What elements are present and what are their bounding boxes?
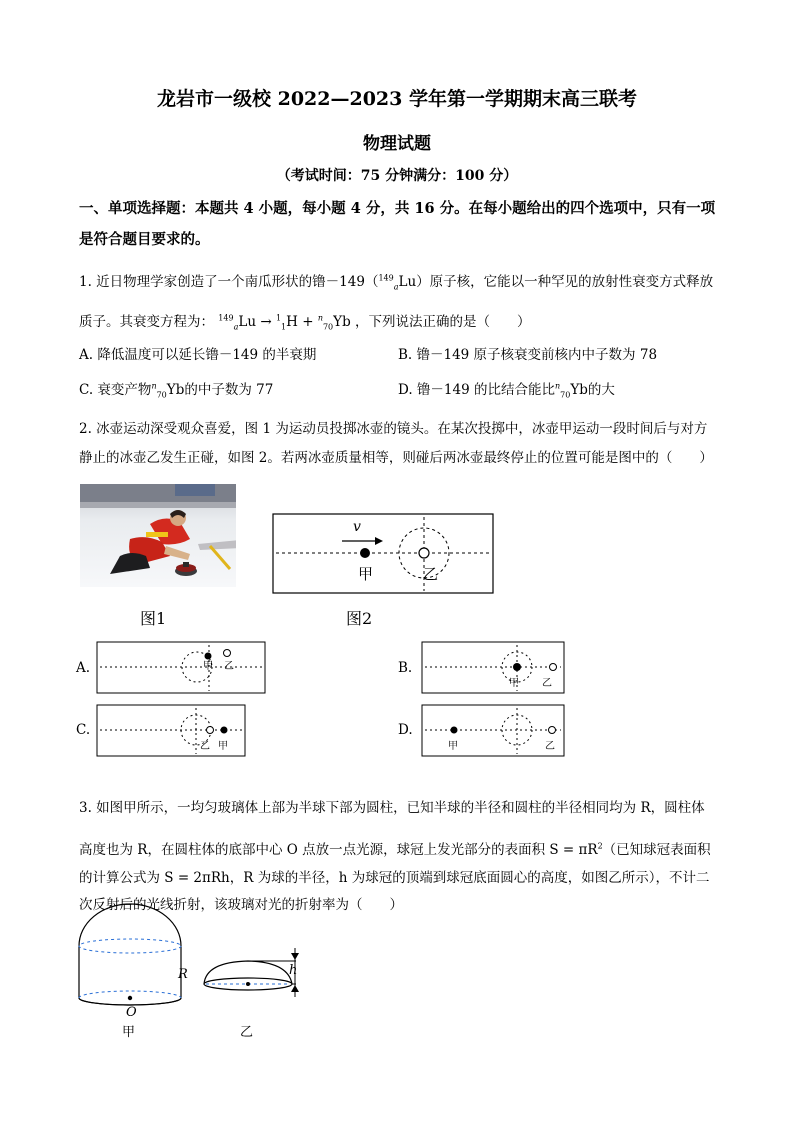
q3-line2-end: （已知球冠表面积 <box>602 842 711 858</box>
fig2-label-jia: 甲 <box>358 565 374 583</box>
q1-option-a[interactable]: A. 降低温度可以延长镥－149 的半衰期 <box>79 347 317 363</box>
c-yb-symbol: Yb <box>166 382 185 398</box>
exam-info: （考试时间：75 分钟满分：100 分） <box>276 168 518 184</box>
q2-option-a-diagram[interactable] <box>96 641 266 695</box>
q3-line4: 次反射后的光线折射，该玻璃对光的折射率为（ ） <box>79 897 403 913</box>
radius-label: R <box>178 967 188 982</box>
q1-option-c-text-a: C. 衰变产物 <box>79 382 152 398</box>
fig1-caption: 图1 <box>140 609 167 628</box>
c-yb-charge: 70 <box>156 390 167 400</box>
q1-option-c[interactable] <box>79 378 273 400</box>
eq-lu-charge: a <box>233 322 239 332</box>
fig2-diagram <box>272 513 494 595</box>
q1-option-d[interactable] <box>398 378 615 400</box>
decay-equation <box>218 314 355 330</box>
eq-plus: + <box>302 314 314 330</box>
opt-d-jia: 甲 <box>448 741 458 752</box>
q2-option-b-label[interactable]: B. <box>398 660 413 676</box>
fig2-label-yi: 乙 <box>423 565 439 583</box>
exam-title: 龙岩市一级校 2022—2023 学年第一学期期末高三联考 <box>157 88 637 110</box>
q2-option-c-diagram[interactable] <box>96 704 246 758</box>
eq-h-mass: 1 <box>275 313 282 323</box>
q3-line1: 3. 如图甲所示，一均匀玻璃体上部为半球下部为圆柱，已知半球的半径和圆柱的半径相同均为 R，圆柱体 <box>79 800 705 816</box>
opt-a-yi: 乙 <box>224 661 234 672</box>
eq-yb-charge: 70 <box>322 322 334 332</box>
curling-photo <box>80 484 236 587</box>
q1-text-a: 1. 近日物理学家创造了一个南瓜形状的镥－149（ <box>79 274 379 290</box>
eq-yb-mass: n <box>317 313 323 323</box>
q3-line2 <box>79 838 711 858</box>
fig-jia-caption: 甲 <box>122 1025 136 1040</box>
point-o-label: O <box>126 1005 137 1020</box>
subject-title: 物理试题 <box>363 134 431 154</box>
section-heading: 一、单项选择题：本题共 4 小题，每小题 4 分，共 16 分。在每小题给出的四个选项中，只有一项是符合题目要求的。 <box>79 200 716 248</box>
lu-symbol: Lu <box>398 274 417 290</box>
cap-height-label: h <box>289 963 298 978</box>
q1-line1 <box>79 270 713 292</box>
q3-line2-text: 高度也为 R，在圆柱体的底部中心 O 点放一点光源，球冠上发光部分的表面积 S = πR <box>79 842 598 858</box>
opt-c-yi: 乙 <box>200 741 210 752</box>
d-yb-symbol: Yb <box>570 382 588 398</box>
opt-c-jia: 甲 <box>218 741 228 752</box>
q1-option-c-text-b: 的中子数为 77 <box>184 382 274 398</box>
q2-option-d-diagram[interactable] <box>421 704 565 758</box>
eq-yb-symbol: Yb <box>333 314 351 330</box>
opt-b-yi: 乙 <box>542 678 552 689</box>
q2-line1: 2. 冰壶运动深受观众喜爱，图 1 为运动员投掷冰壶的镜头。在某次投掷中，冰壶甲运动一段时间后与对方 <box>79 421 708 437</box>
fig2-caption: 图2 <box>346 609 373 628</box>
velocity-label: v <box>353 519 361 535</box>
d-yb-charge: 70 <box>560 390 571 400</box>
q2-option-b-diagram[interactable] <box>421 641 565 695</box>
c-yb-mass: n <box>151 381 157 391</box>
fig-yi-caption: 乙 <box>240 1025 254 1040</box>
q2-option-a-label[interactable]: A. <box>76 660 91 676</box>
q1-text-b: ）原子核，它能以一种罕见的放射性衰变方式释放 <box>416 274 714 290</box>
q1-line2 <box>79 310 531 332</box>
lu-charge: a <box>393 282 399 292</box>
q2-option-c-label[interactable]: C. <box>76 722 91 738</box>
opt-b-jia: 甲 <box>509 678 519 689</box>
eq-lu-symbol: Lu <box>238 314 257 330</box>
q1-question-end: ，下列说法正确的是（ ） <box>355 314 531 330</box>
lu-mass: 149 <box>378 273 394 283</box>
lu-nuclide <box>378 274 416 290</box>
eq-h-charge: 1 <box>281 322 287 332</box>
q1-option-d-text-a: D. 镥－149 的比结合能比 <box>398 382 555 398</box>
eq-arrow: → <box>260 314 272 330</box>
q1-option-b[interactable]: B. 镥－149 原子核衰变前核内中子数为 78 <box>398 347 658 363</box>
glass-body-diagram <box>76 902 186 1017</box>
opt-d-yi: 乙 <box>545 741 555 752</box>
q1-option-d-text-b: 的大 <box>587 382 615 398</box>
eq-h-symbol: H <box>286 314 298 330</box>
q1-equation-intro: 质子。其衰变方程为： <box>79 314 214 330</box>
exponent-2: 2 <box>597 841 603 851</box>
q3-line3: 的计算公式为 S = 2πRh，R 为球的半径，h 为球冠的顶端到球冠底面圆心的高度，如图乙所示），不计二 <box>79 870 710 886</box>
eq-lu-mass: 149 <box>218 313 234 323</box>
opt-a-jia: 甲 <box>203 661 213 672</box>
d-yb-mass: n <box>554 381 561 391</box>
q2-line2: 静止的冰壶乙发生正碰，如图 2。若两冰壶质量相等，则碰后两冰壶最终停止的位置可能是图中的（ ） <box>79 450 713 466</box>
q2-option-d-label[interactable]: D. <box>398 722 413 738</box>
